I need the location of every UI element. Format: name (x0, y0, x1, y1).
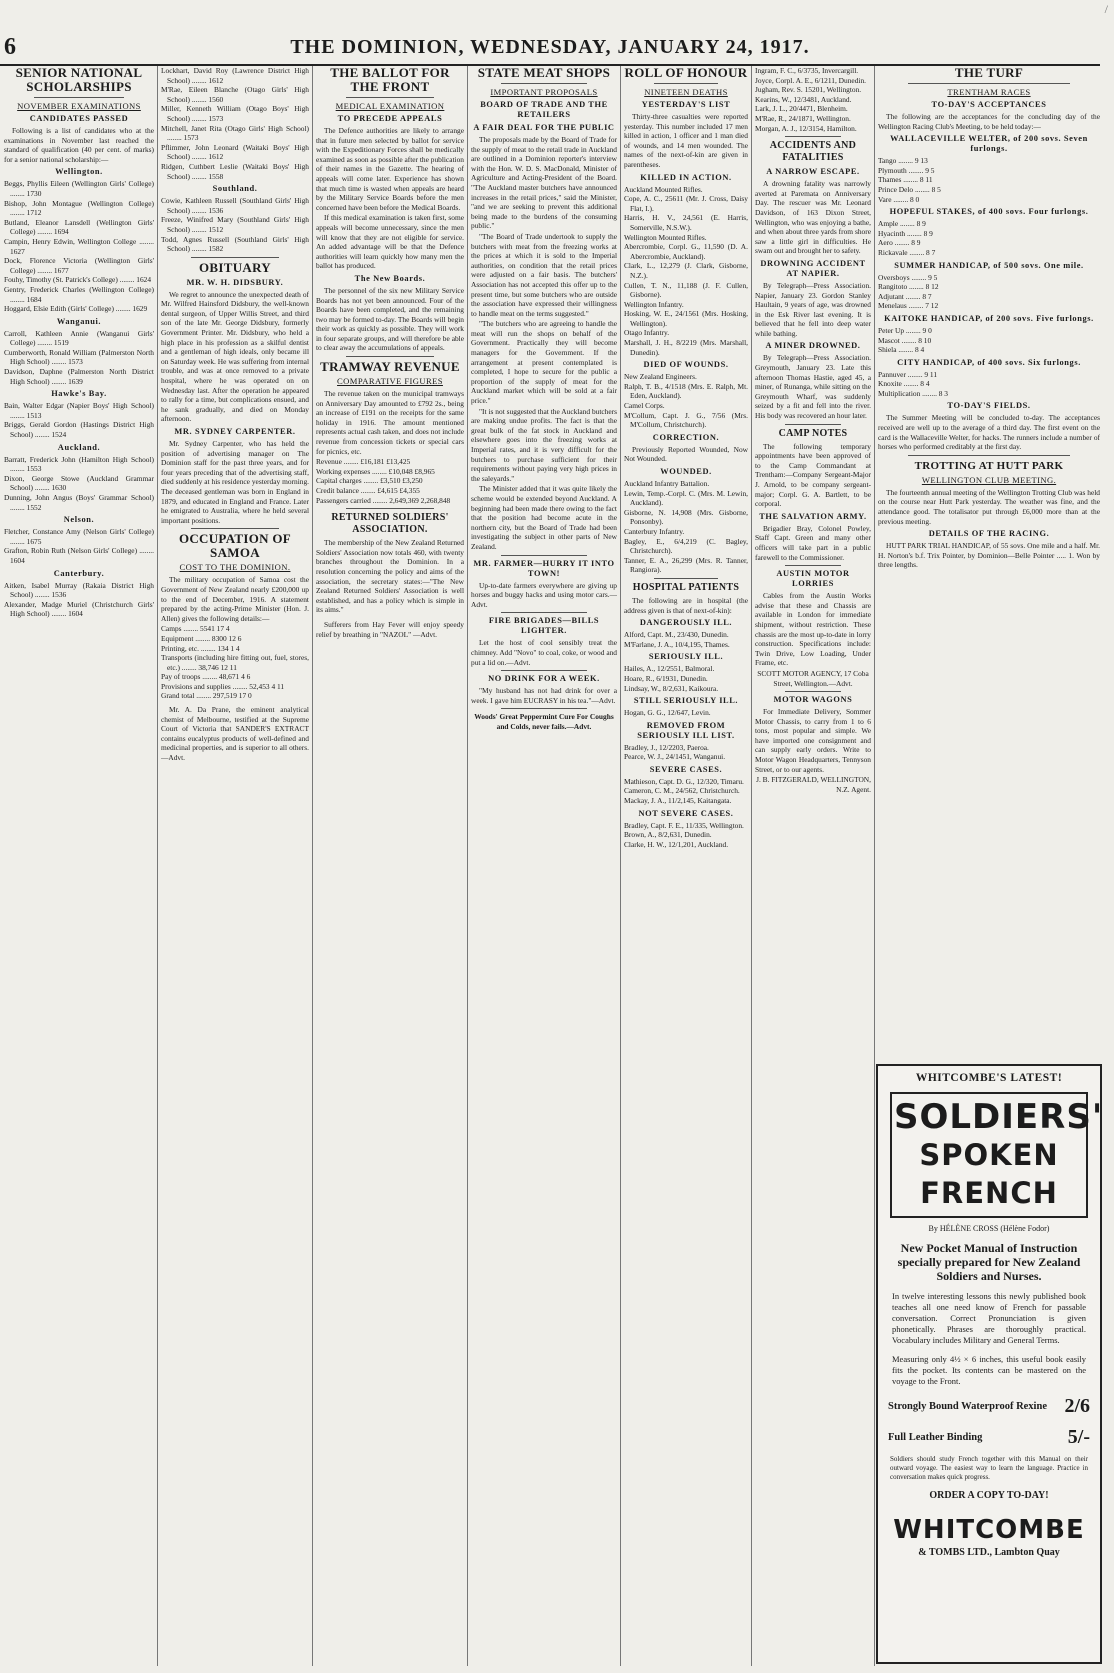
price-rexine (888, 1395, 1090, 1418)
price-value: 2/6 (1064, 1395, 1090, 1417)
section-salvation-army: THE SALVATION ARMY. (759, 511, 867, 521)
advertisement-text: Up-to-date farmers everywhere are giving up horses and buggy hacks and using motor cars.—Advt. (471, 580, 617, 609)
list-entry: Transports (including hire fitting out, fuel, stores, etc.) ........ 38,746 12 11 (161, 653, 309, 672)
subhead-medical: MEDICAL EXAMINATION (335, 101, 445, 111)
list-entry: Working expenses ........ £10,048 £8,965 (316, 466, 435, 476)
list-entry: Todd, Agnes Russell (Southland Girls' High School) ........ 1582 (161, 234, 309, 254)
patient-list (624, 821, 748, 850)
section-correction: CORRECTION. (652, 432, 720, 442)
column-ballot (316, 66, 464, 1666)
list-entry: Hosking, W. E., 24/1561 (Mrs. Hosking, Wellington). (624, 309, 748, 328)
list-entry: Davidson, Daphne (Palmerston North District High School) ........ 1639 (4, 367, 154, 386)
article-paragraph: If this medical examination is taken first, some appeals will become unnecessary, since the men will know that they are not eligible for service. An added advantage will be that the Defence authorities will learn quickly how many men the ballot has produced. (316, 213, 464, 271)
intro-paragraph: Following is a list of candidates who at the examinations in November last reached the standard of qualification (40 per cent. of marks) for a senior national scholarship:— (4, 126, 154, 164)
headline-tramway: TRAMWAY REVENUE (320, 359, 460, 375)
list-entry: Revenue ........ £16,181 £13,425 (316, 457, 411, 467)
headline-rsa: RETURNED SOLDIERS' ASSOCIATION. (331, 512, 449, 536)
acceptance-list (878, 370, 1100, 399)
article-paragraph: "It is not suggested that the Auckland butchers are making undue profits. The fact is that the great bulk of the fat stock in Auckland and elsewhere goes into the freezing works at Imperial rates, and it is very difficult for the butchers to purchase sufficient for their requirements without paying very high prices in the saleyards." (471, 406, 617, 483)
list-entry: Plymouth ........ 9 5 (878, 165, 935, 175)
ad-heading: AUSTIN MOTOR LORRIES (776, 569, 850, 589)
list-entry: Wellington Mounted Rifles. (624, 232, 707, 242)
section-details: DETAILS OF THE RACING. (928, 529, 1050, 539)
candidate-list (4, 179, 154, 313)
list-entry: Cope, A. C., 25611 (Mr. J. Cross, Daisy Flat, I.). (624, 194, 748, 213)
section-seriously-ill: SERIOUSLY ILL. (648, 652, 724, 662)
list-entry: Lark, J. L., 20/4471, Blenheim. (755, 104, 848, 114)
advertisement-firm: J. B. FITZGERALD, WELLINGTON, N.Z. Agent. (756, 775, 871, 794)
list-entry: Hoare, R., 6/1931, Dunedin. (624, 673, 708, 683)
ad-subtitle: New Pocket Manual of Instruction specially prepared for New Zealand Soldiers and Nurses. (897, 1241, 1081, 1283)
casualty-list (624, 479, 748, 575)
acceptance-list (878, 326, 1100, 355)
race-heading: WALLACEVILLE WELTER, of 200 sovs. Seven furlongs. (890, 134, 1088, 154)
obituary-text: We regret to announce the unexpected death of Mr. Wilfred Hainsford Didsbury, the well-known dental surgeon, of Upper Willis Street, and third son of the late Mr. George Didsbury, formerly Government Printer. Mr. Didsbury, who held a high place in his profession as a skilful dentist and a gentleman of high ideals, only became ill on Saturday week. He was suffering from internal trouble, and was at once removed to a private hospital, where he was operated on on Wednesday last. After the operation he appeared to rally for a time, but complications ensued, and he sank gradually, and died on Monday afternoon. (161, 289, 309, 424)
list-entry: Camel Corps. (624, 401, 665, 411)
list-entry: Bain, Walter Edgar (Napier Boys' High School) ........ 1513 (4, 401, 154, 420)
candidate-list (4, 329, 154, 387)
list-entry: Adjutant ........ 8 7 (878, 291, 932, 301)
article-paragraph: HUTT PARK TRIAL HANDICAP, of 55 sovs. One mile and a half. Mr. H. Norton's b.f. Trix Pointer, by Dominion—Belle Pointer ..... 1. Won by three lengths. (878, 541, 1100, 570)
patient-list (624, 664, 748, 693)
patient-list (624, 630, 748, 649)
list-entry: Aero ........ 8 9 (878, 238, 921, 248)
list-entry: Morgan, A. J., 12/3154, Hamilton. (755, 123, 857, 133)
revenue-table (316, 457, 464, 505)
list-entry: New Zealand Engineers. (624, 372, 697, 382)
list-entry: Provisions and supplies ........ 52,453 4 11 (161, 681, 285, 691)
section-drowning: DROWNING ACCIDENT AT NAPIER. (760, 258, 866, 278)
section-miner: A MINER DROWNED. (765, 341, 861, 351)
region-heading: Nelson. (63, 515, 95, 525)
subhead-samoa: COST TO THE DOMINION. (179, 562, 291, 573)
list-entry: Beggs, Phyllis Eileen (Wellington Girls' College) ........ 1730 (4, 179, 154, 198)
article-paragraph: By Telegraph—Press Association. Napier, January 23. Gordon Stanley Haultain, 9 years of age, was drowned in the Esk River last evening. It is believed that he fell into deep water while bathing. (755, 280, 871, 338)
list-entry: Lewin, Temp.-Corpl. C. (Mrs. M. Lewin, Auckland). (624, 488, 748, 508)
race-heading: CITY HANDICAP, of 400 sovs. Six furlongs. (897, 357, 1081, 367)
ad-body: In twelve interesting lessons this newly published book teaches all one need know of French for passable conversation. Correct Pronunciation is given phonetically. Phrases are thoroughly practical. Vocabulary includes Military and General Terms. (892, 1291, 1086, 1345)
list-entry: Marshall, J. H., 8/2219 (Mrs. Marshall, Dunedin). (624, 338, 748, 357)
ad-heading: MR. FARMER—HURRY IT INTO TOWN! (473, 558, 615, 578)
article-paragraph: Previously Reported Wounded, Now Not Wounded. (624, 444, 748, 464)
region-heading: Southland. (212, 184, 258, 194)
section-killed: KILLED IN ACTION. (640, 172, 732, 182)
article-paragraph: The membership of the New Zealand Returned Soldiers' Association now totals 460, with twenty branches throughout the Dominion. In a resolution concerning the policy and aims of the association, the secretary states:—"The New Zealand Returned Soldiers' Association is well established, and has a policy which is simple in its aims." (316, 538, 464, 615)
list-entry: Tango ........ 9 13 (878, 156, 928, 166)
list-entry: Cullen, T. N., 11,188 (J. F. Cullen, Gisborne). (624, 280, 748, 300)
section-not-severe: NOT SEVERE CASES. (638, 808, 734, 818)
list-entry: Harris, H. V., 24,561 (E. Harris, Somerville, N.S.W.). (624, 213, 748, 232)
article-paragraph: The Defence authorities are likely to arrange that in future men selected by ballot for service with the Expeditionary Forces shall be medically examined as soon as possible after the publication of their names in the Gazette. The hearing of appeals will come later. Experience has shown that much time is wasted when appeals are heard by the Military Service Boards before the men concerned have been before the Medical Boards. (316, 126, 464, 212)
list-entry: Clarke, H. W., 12/1,201, Auckland. (624, 839, 729, 849)
article-paragraph: The following are in hospital (the address given is that of next-of-kin): (624, 595, 748, 615)
corner-mark: / (1104, 2, 1108, 16)
acceptance-list (878, 156, 1100, 204)
list-entry: Fletcher, Constance Amy (Nelson Girls' College) ........ 1675 (4, 527, 154, 546)
price-leather (888, 1426, 1090, 1449)
article-paragraph: A drowning fatality was narrowly averted at Paremata on Anniversary Day. The rescuer was Mr. Leonard Davidson, of 163 Dixon Street, Wellington, who was enjoying a bathe, and when about three yards from shore saw a little girl in difficulties. He swam out and brought her to safety. (755, 179, 871, 256)
patient-list (624, 743, 748, 762)
list-entry: Aitken, Isabel Murray (Rakaia District High School) ........ 1536 (4, 580, 154, 600)
patient-list (755, 66, 871, 133)
section-fields: TO-DAY'S FIELDS. (947, 401, 1031, 411)
candidate-list (161, 66, 309, 181)
race-heading: KAITOKE HANDICAP, of 200 sovs. Five furlongs. (884, 313, 1094, 323)
list-entry: Menelaus ........ 7 12 (878, 301, 939, 311)
ad-title-box (890, 1092, 1104, 1218)
section-severe: SEVERE CASES. (649, 764, 723, 774)
headline-accidents: ACCIDENTS AND FATALITIES (769, 140, 857, 164)
list-entry: Campin, Henry Edwin, Wellington College ........ 1627 (4, 236, 154, 256)
list-entry: Prince Delo ........ 8 5 (878, 184, 941, 194)
list-entry: Mitchell, Janet Rita (Otago Girls' High School) ........ 1573 (161, 123, 309, 143)
ad-title-line: SPOKEN FRENCH (919, 1138, 1059, 1210)
list-entry: Pannuver ........ 9 11 (878, 369, 938, 379)
race-heading: SUMMER HANDICAP, of 500 sovs. One mile. (894, 260, 1084, 270)
ad-heading: MOTOR WAGONS (773, 695, 853, 705)
candidate-list (4, 527, 154, 565)
list-entry: Printing, etc. ........ 134 1 4 (161, 643, 240, 653)
list-entry: Alexander, Madge Muriel (Christchurch Girls' High School) ........ 1604 (4, 599, 154, 619)
list-entry: Fouhy, Timothy (St. Patrick's College) ........ 1624 (4, 275, 152, 285)
list-entry: Ridgen, Cuthbert Leslie (Waitaki Boys' High School) ........ 1558 (161, 161, 309, 181)
list-entry: M'Collum, Capt. J. G., 7/56 (Mrs. M'Collum, Christchurch). (624, 410, 748, 430)
list-entry: Capital charges ........ £3,510 £3,250 (316, 476, 423, 486)
list-entry: Bradley, J., 12/2203, Paeroa. (624, 742, 709, 752)
section-acceptances: TO-DAY'S ACCEPTANCES (931, 100, 1047, 109)
list-entry: Hoggard, Elsie Edith (Girls' College) ........ 1629 (4, 304, 148, 314)
section-removed: REMOVED FROM SERIOUSLY ILL LIST. (637, 720, 735, 740)
list-entry: Passengers carried ........ 2,649,369 2,268,848 (316, 495, 451, 505)
headline-camp-notes: CAMP NOTES (778, 427, 848, 439)
list-entry: Ralph, T. B., 4/1518 (Mrs. E. Ralph, Mt. Eden, Auckland). (624, 381, 748, 401)
samoa-paragraph: The military occupation of Samoa cost the Government of New Zealand nearly £200,000 up to the end of December, 1916. A statement prepared by the acting-Prime Minister (Hon. J. Allen) gives the following details:— (161, 575, 309, 623)
article-paragraph: The proposals made by the Board of Trade for the supply of meat to the retail trade in Auckland are outlined in a Dominion reporter's interview with the Hon. W. D. S. MacDonald, Minister of Agriculture and Acting-President of the Board. "The Auckland master butchers have announced increases in the retail prices," said the Minister, "and we are seeking to prevent this additional being made to the burdens of the consuming public." (471, 135, 617, 231)
article-paragraph: Thirty-three casualties were reported yesterday. This number included 17 men killed in action, 1 officer and 1 man died of wounds, and 14 men wounded. The names of the next-of-kin are given in parentheses. (624, 112, 748, 169)
subhead-deaths: NINETEEN DEATHS (644, 87, 728, 97)
price-label: Strongly Bound Waterproof Rexine (888, 1401, 1047, 1412)
list-entry: Otago Infantry. (624, 328, 670, 338)
list-entry: Wellington Infantry. (624, 299, 684, 309)
ad-heading: NO DRINK FOR A WEEK. (488, 674, 600, 684)
list-entry: Lockhart, David Roy (Lawrence District High School) ........ 1612 (161, 66, 309, 85)
column-accidents (755, 66, 871, 1666)
list-entry: Dock, Florence Victoria (Wellington Girls' College) ........ 1677 (4, 256, 154, 275)
section-appeals: TO PRECEDE APPEALS (337, 114, 443, 123)
article-paragraph: By Telegraph—Press Association. Greymouth, January 23. Late this afternoon Thomas Hastie, aged 45, a miner, of Runanga, while sitting on the Greymouth Wharf, was suddenly seized by a fit and fell into the river. His body was recovered an hour later. (755, 353, 871, 421)
casualty-list (624, 372, 748, 430)
region-heading: Wanganui. (56, 316, 102, 326)
list-entry: Hailes, A., 12/2551, Balmoral. (624, 664, 715, 674)
list-entry: Auckland Infantry Battalion. (624, 479, 710, 488)
list-entry: Barratt, Frederick John (Hamilton High School) ........ 1553 (4, 454, 154, 474)
list-entry: Rangitoto ........ 8 12 (878, 282, 939, 292)
section-dangerously-ill: DANGEROUSLY ILL. (639, 618, 733, 628)
list-entry: Joyce, Corpl. A. E., 6/1211, Dunedin. (755, 75, 866, 85)
list-entry: Cumberworth, Ronald William (Palmerston North High School) ........ 1573 (4, 347, 154, 367)
list-entry: Grafton, Robin Ruth (Nelson Girls' College) ........ 1604 (4, 546, 154, 565)
list-entry: M'Rae, R., 24/1871, Wellington. (755, 113, 851, 123)
column-obituary (161, 66, 309, 1666)
list-entry: Knoxite ........ 8 4 (878, 379, 930, 389)
ad-brand-address: & TOMBS LTD., Lambton Quay (918, 1547, 1060, 1558)
subhead-trentham: TRENTHAM RACES (947, 87, 1031, 97)
whitcombe-advertisement (876, 1064, 1102, 1664)
masthead (0, 30, 1100, 66)
list-entry: Canterbury Infantry. (624, 526, 685, 536)
ad-call-to-action: ORDER A COPY TO-DAY! (929, 1490, 1049, 1501)
list-entry: Camps ........ 5541 17 4 (161, 624, 230, 634)
subhead-trotting: WELLINGTON CLUB MEETING. (921, 474, 1057, 485)
list-entry: Multiplication ........ 8 3 (878, 388, 949, 398)
advertisement-text: Sufferers from Hay Fever will enjoy speedy relief by breathing in "NAZOL" —Advt. (316, 619, 464, 639)
article-paragraph: Brigadier Bray, Colonel Powley, Staff Capt. Green and many other officers will take part in a public farewell to the Commissioner. (755, 523, 871, 562)
list-entry: Pay of troops ........ 48,671 4 6 (161, 672, 251, 682)
headline-samoa: OCCUPATION OF SAMOA (178, 531, 292, 561)
patient-list (624, 777, 748, 806)
section-board-of-trade: BOARD OF TRADE AND THE RETAILERS (480, 100, 608, 119)
article-paragraph: "The butchers who are agreeing to handle the meat will run the shops on behalf of the Government. Practically they will become managers for the Government. If the arrangement at present contemplated is completed, I hope to secure for the public a proportion of the supply of meat for the Auckland market which will be sold at a fair price." (471, 319, 617, 406)
list-entry: Gisborne, N. 14,908 (Mrs. Gisborne, Ponsonby). (624, 507, 748, 527)
section-boards: The New Boards. (354, 273, 426, 283)
list-entry: Clark, L., 12,279 (J. Clark, Gisborne, N.Z.). (624, 261, 748, 280)
candidate-list (4, 581, 154, 619)
list-entry: Dunning, John Angus (Boys' Grammar School) ........ 1552 (4, 493, 154, 512)
acceptance-list (878, 273, 1100, 311)
article-paragraph: The following temporary appointments have been approved of to the Camp Commandant at Trentham:—Company Sergeant-Major J. Arnold, to be company sergeant-major; Corpl. G. A. Bartlett, to be corporal. (755, 441, 871, 509)
section-candidates: CANDIDATES PASSED (29, 114, 129, 123)
list-entry: Hyacinth ........ 8 9 (878, 228, 933, 238)
ad-title-line: SOLDIERS' (894, 1097, 1104, 1137)
list-entry: Gentry, Frederick Charles (Wellington College) ........ 1684 (4, 284, 154, 304)
list-entry: Freeze, Winifred Mary (Southland Girls' High School) ........ 1512 (161, 215, 309, 234)
list-entry: Alford, Capt. M., 23/430, Dunedin. (624, 630, 729, 640)
list-entry: Bradley, Capt. F. E., 11/335, Wellington. (624, 820, 744, 830)
list-entry: Pflimmer, John Leonard (Waitaki Boys' High School) ........ 1612 (161, 142, 309, 162)
subhead-proposals: IMPORTANT PROPOSALS (490, 87, 598, 97)
list-entry: Briggs, Gerald Gordon (Hastings District High School) ........ 1524 (4, 420, 154, 440)
list-entry: Carroll, Kathleen Annie (Wanganui Girls' College) ........ 1519 (4, 328, 154, 348)
obituary-name: MR. W. H. DIDSBURY. (186, 277, 284, 287)
headline-hospital: HOSPITAL PATIENTS (632, 581, 740, 593)
list-entry: Rickavale ........ 8 7 (878, 247, 936, 257)
list-entry: Ingram, F. C., 6/3735, Invercargill. (755, 66, 859, 75)
list-entry: Oversboys ........ 9 5 (878, 272, 938, 282)
list-entry: Cameron, C. M., 24/562, Christchurch. (624, 786, 740, 796)
ad-heading: FIRE BRIGADES—BILLS LIGHTER. (488, 616, 600, 636)
region-heading: Canterbury. (53, 568, 105, 578)
newspaper-title: THE DOMINION, WEDNESDAY, JANUARY 24, 1917. (290, 36, 810, 58)
list-entry: Butland, Eleanor Lansdell (Wellington Girls' College) ........ 1694 (4, 217, 154, 237)
column-meat-shops (471, 66, 617, 1666)
section-fair-deal: A FAIR DEAL FOR THE PUBLIC (473, 123, 615, 132)
ad-top-line: WHITCOMBE'S LATEST! (915, 1072, 1063, 1084)
ad-author: By HÉLÈNE CROSS (Hélène Fodor) (928, 1224, 1050, 1233)
column-turf (878, 66, 1100, 1056)
headline-scholarships: SENIOR NATIONAL SCHOLARSHIPS (15, 66, 143, 94)
list-entry: Equipment ........ 8300 12 6 (161, 633, 242, 643)
article-paragraph: The following are the acceptances for the concluding day of the Wellington Racing Club's Meeting, to be held today:— (878, 112, 1100, 131)
section-narrow-escape: A NARROW ESCAPE. (766, 167, 860, 177)
article-paragraph: The Summer Meeting will be concluded to-day. The acceptances received are well up to the average of a third day. The first event on the card is the Wallaceville Welter, for hacks. The runners include a number of horses who performed creditably at the first day. (878, 413, 1100, 452)
page-number: 6 (4, 34, 16, 60)
article-paragraph: The personnel of the six new Military Service Boards has not yet been announced. Four of the Boards have been completed, and the remaining two may be formed to-day. The Boards will begin their work as quickly as possible. They will work in four separate groups, and will therefore be able to clear away the accumulations of appeals. (316, 285, 464, 353)
list-entry: Cowie, Kathleen Russell (Southland Girls' High School) ........ 1536 (161, 196, 309, 215)
list-entry: Lindsay, W., 8/2,631, Kaikoura. (624, 683, 719, 693)
column-scholarships (4, 66, 154, 1666)
cost-table (161, 624, 309, 701)
ad-size-note: Measuring only 4½ × 6 inches, this useful book easily fits the pocket. Its contents can be mastered on the voyage to the Front. (892, 1354, 1086, 1386)
headline-trotting: TROTTING AT HUTT PARK (914, 459, 1064, 472)
list-entry: Abercrombie, Corpl. G., 11,590 (D. A. Abercrombie, Auckland). (624, 242, 748, 261)
casualty-list (624, 185, 748, 358)
headline-ballot: THE BALLOT FOR THE FRONT (330, 66, 450, 94)
section-list: YESTERDAY'S LIST (641, 100, 731, 109)
list-entry: Auckland Mounted Rifles. (624, 184, 703, 194)
advertisement-text: Woods' Great Peppermint Cure For Coughs and Colds, never fails.—Advt. (474, 712, 614, 731)
list-entry: Tanner, E. A., 26,299 (Mrs. R. Tanner, Rangiora). (624, 555, 748, 575)
section-died: DIED OF WOUNDS. (643, 360, 729, 370)
candidate-list (4, 455, 154, 513)
headline-roll-of-honour: ROLL OF HONOUR (624, 66, 748, 80)
list-entry: Bagley, E., 6/4,219 (C. Bagley, Christchurch). (624, 536, 748, 556)
section-wounded: WOUNDED. (660, 467, 712, 476)
advertisement-text: Let the host of cool sensibly treat the chimney. Add "Novo" to coal, coke, or wood and put a lid on.—Advt. (471, 638, 617, 667)
list-entry: Shiela ........ 8 4 (878, 345, 925, 355)
headline-meat-shops: STATE MEAT SHOPS (477, 66, 611, 80)
region-heading: Wellington. (55, 167, 103, 177)
advertisement-text: "My husband has not had drink for over a week. I gave him EUCRASY in his tea."—Advt. (471, 686, 617, 705)
candidate-list (161, 196, 309, 254)
headline-obituary: OBITUARY (198, 259, 271, 275)
subhead-tramway: COMPARATIVE FIGURES (337, 376, 443, 387)
list-entry: Dixon, George Stowe (Auckland Grammar School) ........ 1630 (4, 473, 154, 493)
list-entry: Credit balance ........ £4,615 £4,355 (316, 486, 420, 495)
price-value: 5/- (1067, 1426, 1090, 1448)
list-entry: Hogan, G. G., 12/647, Levin. (624, 708, 711, 718)
list-entry: Mackay, J. A., 11/2,145, Kaitangata. (624, 796, 732, 806)
obituary-text: Mr. Sydney Carpenter, who has held the position of advertising manager on The Dominion staff for the past three years, and for four years preceding that of the advertising staff, died suddenly at his residence yesterday morning. The deceased gentleman was born in England in 1879, and educated in England and France. Later he emigrated to Australia, where he held several important positions. (161, 439, 309, 525)
advertisement-firm: SCOTT MOTOR AGENCY, 17 Coba Street, Wellington.—Advt. (757, 668, 869, 688)
advertisement-text: Mr. A. Da Prane, the eminent analytical chemist of Melbourne, testified at the Supreme Court of Victoria that SANDER'S EXTRACT contains eucalyptus products of well-defined and medicinal properties, and is superior to all others.—Advt. (161, 705, 309, 763)
headline-turf: THE TURF (954, 66, 1024, 80)
patient-list (624, 708, 748, 718)
column-roll-of-honour (624, 66, 748, 1666)
region-heading: Hawke's Bay. (51, 389, 107, 399)
candidate-list (4, 401, 154, 439)
ad-brand: WHITCOMBE (893, 1515, 1085, 1545)
advertisement-text: Cables from the Austin Works advise that these and Chassis are available in London for immediate shipment, without restriction. These chassis are the most up-to-date in lorry construction. Specifications include: Twin Drive, Low Loading, Under Frame, etc. (755, 591, 871, 668)
price-label: Full Leather Binding (888, 1432, 983, 1443)
article-paragraph: The revenue taken on the municipal tramways on Anniversary Day amounted to £792 2s., being an increase of £191 on the receipts for the same holiday in 1916. The amount mentioned represents actual cash taken, and does not include revenue from concession tickets or special cars for picnics, etc. (316, 389, 464, 456)
list-entry: Mascot ........ 8 10 (878, 335, 932, 345)
list-entry: Grand total ........ 297,519 17 0 (161, 691, 252, 701)
list-entry: Bishop, John Montague (Wellington College) ........ 1712 (4, 198, 154, 218)
subhead-examinations: NOVEMBER EXAMINATIONS (17, 101, 141, 111)
article-paragraph: The fourteenth annual meeting of the Wellington Trotting Club was held on the course near Hutt Park yesterday. The weather was fine, and the attendance good. The totalisator put through £6,000 more than at the previous meeting. (878, 487, 1100, 526)
list-entry: Ample ........ 8 9 (878, 219, 926, 229)
list-entry: Kearins, W., 12/3481, Auckland. (755, 94, 852, 104)
list-entry: Mathieson, Capt. D. G., 12/320, Timaru. (624, 776, 744, 786)
advertisement-text: For Immediate Delivery, Sommer Motor Chassis, to carry from 1 to 6 tons, most popular and simple. We have imported one consignment and can supply early orders. Write to Motor Wagon Headquarters, Tennyson Street, or to our agents. (755, 707, 871, 774)
list-entry: Vare ........ 8 0 (878, 194, 920, 204)
acceptance-list (878, 219, 1100, 257)
ad-small-print: Soldiers should study French together with this Manual on their outward voyage. The easiest way to learn the language. Practice in conversation makes quick progress. (890, 1455, 1088, 1481)
race-heading: HOPEFUL STAKES, of 400 sovs. Four furlongs. (889, 207, 1089, 217)
article-paragraph: The Minister added that it was quite likely the scheme would be extended beyond Auckland. A beginning had been made there owing to the fact that the position had become acute in the northern city, but the Board of Trade had been investigating the subject in other parts of New Zealand. (471, 484, 617, 551)
list-entry: Miller, Kenneth William (Otago Boys' High School) ........ 1573 (161, 104, 309, 123)
list-entry: Brown, A., 8/2,631, Dunedin. (624, 830, 712, 840)
obituary-name: MR. SYDNEY CARPENTER. (174, 427, 296, 436)
region-heading: Auckland. (57, 442, 101, 452)
list-entry: M'Rae, Eileen Blanche (Otago Girls' High School) ........ 1560 (161, 85, 309, 104)
list-entry: Pearce, W. J., 24/1451, Wanganui. (624, 752, 726, 762)
list-entry: M'Farlane, J. A., 10/4,195, Thames. (624, 639, 730, 649)
section-still-seriously-ill: STILL SERIOUSLY ILL. (633, 696, 739, 706)
list-entry: Thames ........ 8 11 (878, 175, 933, 185)
list-entry: Peter Up ........ 9 0 (878, 325, 932, 335)
list-entry: Jugham, Rev. S. 15201, Wellington. (755, 85, 862, 95)
article-paragraph: "The Board of Trade undertook to supply the butchers with meat from the freezing works at the prices at which it is sold to the Imperial authorities, on condition that the retail prices were adjusted on a fair basis. The butchers' Association has not accepted this offer up to the present time, but some butchers who are outside the association have expressed their willingness to handle meat on the terms suggested." (471, 231, 617, 318)
